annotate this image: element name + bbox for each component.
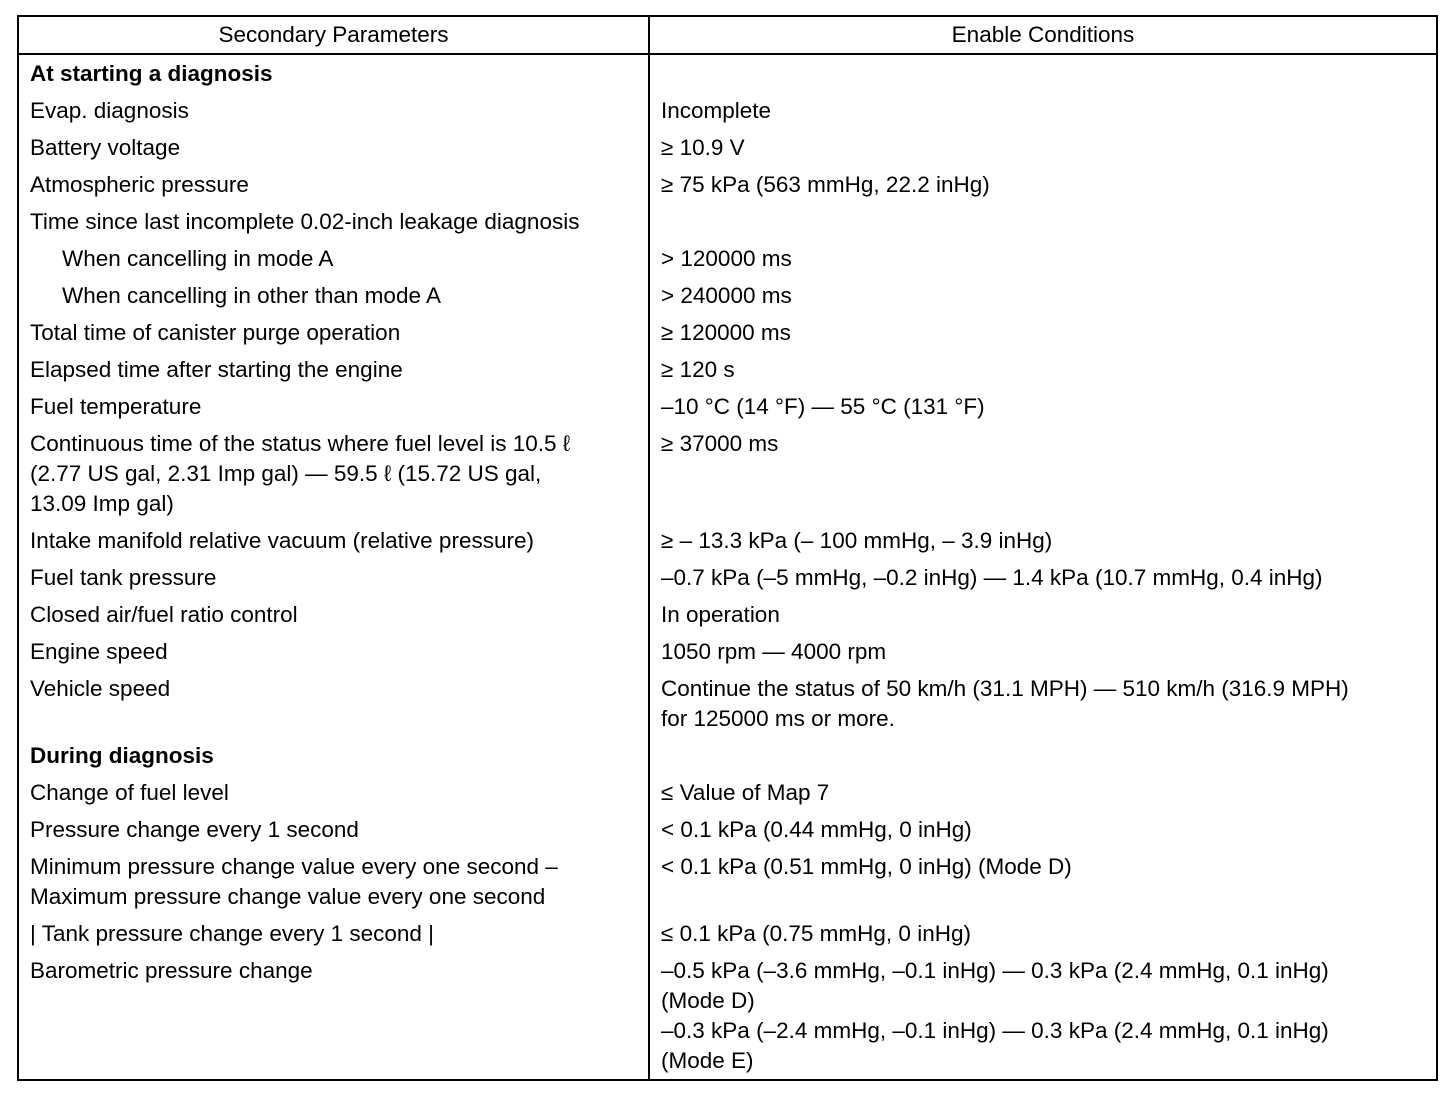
parameter-cell: Vehicle speed: [18, 670, 649, 737]
parameter-cell: | Tank pressure change every 1 second |: [18, 915, 649, 952]
table-row: [18, 670, 1437, 737]
table-body: [18, 54, 1437, 1080]
parameter-cell: Atmospheric pressure: [18, 166, 649, 203]
condition-cell: ≥ 10.9 V: [661, 134, 745, 160]
parameter-line: Maximum pressure change value every one second: [30, 883, 546, 909]
parameter-cell: [18, 848, 649, 915]
table-row: [18, 633, 1437, 670]
parameter-cell: Pressure change every 1 second: [18, 811, 649, 848]
parameter-cell: Intake manifold relative vacuum (relative pressure): [18, 522, 649, 559]
parameter-cell: Barometric pressure change: [18, 952, 649, 1080]
condition-cell: In operation: [661, 601, 780, 627]
condition-cell: ≤ Value of Map 7: [661, 779, 830, 805]
condition-cell: –0.7 kPa (–5 mmHg, –0.2 inHg) — 1.4 kPa (10.7 mmHg, 0.4 inHg): [661, 564, 1323, 590]
table-row: [18, 559, 1437, 596]
condition-cell: ≥ – 13.3 kPa (– 100 mmHg, – 3.9 inHg): [661, 527, 1053, 553]
condition-cell: [649, 737, 1437, 774]
table-row: [18, 596, 1437, 633]
parameter-line: Continuous time of the status where fuel level is 10.5 ℓ: [30, 430, 571, 456]
parameter-cell: Elapsed time after starting the engine: [18, 351, 649, 388]
condition-cell: [649, 54, 1437, 92]
condition-cell: Incomplete: [661, 97, 772, 123]
condition-cell: ≥ 120 s: [661, 356, 735, 382]
condition-cell: > 240000 ms: [661, 282, 792, 308]
condition-line: –0.3 kPa (–2.4 mmHg, –0.1 inHg) — 0.3 kPa (2.4 mmHg, 0.1 inHg): [661, 1017, 1329, 1043]
enable-conditions-table: [17, 15, 1438, 1081]
section-row: [18, 737, 1437, 774]
condition-cell: ≥ 75 kPa (563 mmHg, 22.2 inHg): [661, 171, 990, 197]
table-row: [18, 774, 1437, 811]
condition-cell: > 120000 ms: [661, 245, 792, 271]
condition-line: –0.5 kPa (–3.6 mmHg, –0.1 inHg) — 0.3 kPa (2.4 mmHg, 0.1 inHg): [661, 957, 1329, 983]
table-row: [18, 388, 1437, 425]
table-row: [18, 203, 1437, 240]
table-row: [18, 915, 1437, 952]
condition-cell: < 0.1 kPa (0.51 mmHg, 0 inHg) (Mode D): [661, 853, 1072, 879]
parameter-cell: Time since last incomplete 0.02-inch leakage diagnosis: [18, 203, 649, 240]
table-row: [18, 425, 1437, 522]
condition-cell: –10 °C (14 °F) — 55 °C (131 °F): [661, 393, 985, 419]
condition-cell: [649, 952, 1437, 1080]
condition-cell: < 0.1 kPa (0.44 mmHg, 0 inHg): [661, 816, 972, 842]
parameter-line: Minimum pressure change value every one second –: [30, 853, 558, 879]
table-row: [18, 351, 1437, 388]
parameter-cell: Change of fuel level: [18, 774, 649, 811]
condition-line: for 125000 ms or more.: [661, 705, 895, 731]
table-header: [18, 16, 1437, 54]
condition-cell: ≥ 37000 ms: [661, 430, 779, 456]
parameter-cell: Evap. diagnosis: [18, 92, 649, 129]
parameter-cell: [18, 425, 649, 522]
table-row: [18, 522, 1437, 559]
parameter-cell: When cancelling in mode A: [18, 240, 649, 277]
table-row: [18, 314, 1437, 351]
parameter-cell: Fuel temperature: [18, 388, 649, 425]
condition-line: (Mode E): [661, 1047, 754, 1073]
table-row: [18, 952, 1437, 1080]
header-secondary-parameters: Secondary Parameters: [18, 16, 649, 54]
parameter-cell: Total time of canister purge operation: [18, 314, 649, 351]
table-row: [18, 848, 1437, 915]
condition-line: (Mode D): [661, 987, 755, 1013]
condition-cell: ≤ 0.1 kPa (0.75 mmHg, 0 inHg): [661, 920, 971, 946]
parameter-cell: Closed air/fuel ratio control: [18, 596, 649, 633]
condition-line: Continue the status of 50 km/h (31.1 MPH) — 510 km/h (316.9 MPH): [661, 675, 1349, 701]
section-row: [18, 54, 1437, 92]
table-row: [18, 129, 1437, 166]
table-row: [18, 811, 1437, 848]
header-enable-conditions: Enable Conditions: [649, 16, 1437, 54]
parameter-cell: When cancelling in other than mode A: [18, 277, 649, 314]
parameter-cell: Fuel tank pressure: [18, 559, 649, 596]
section-heading: At starting a diagnosis: [18, 54, 649, 92]
parameter-line: (2.77 US gal, 2.31 Imp gal) — 59.5 ℓ (15.72 US gal,: [30, 460, 542, 486]
table-row: [18, 277, 1437, 314]
parameter-cell: Engine speed: [18, 633, 649, 670]
condition-cell: [649, 670, 1437, 737]
table-row: [18, 92, 1437, 129]
header-row: [18, 16, 1437, 54]
parameter-cell: Battery voltage: [18, 129, 649, 166]
condition-cell: [649, 203, 1437, 240]
parameter-line: 13.09 Imp gal): [30, 490, 174, 516]
condition-cell: 1050 rpm — 4000 rpm: [661, 638, 887, 664]
table-row: [18, 240, 1437, 277]
condition-cell: ≥ 120000 ms: [661, 319, 791, 345]
table-row: [18, 166, 1437, 203]
section-heading: During diagnosis: [18, 737, 649, 774]
